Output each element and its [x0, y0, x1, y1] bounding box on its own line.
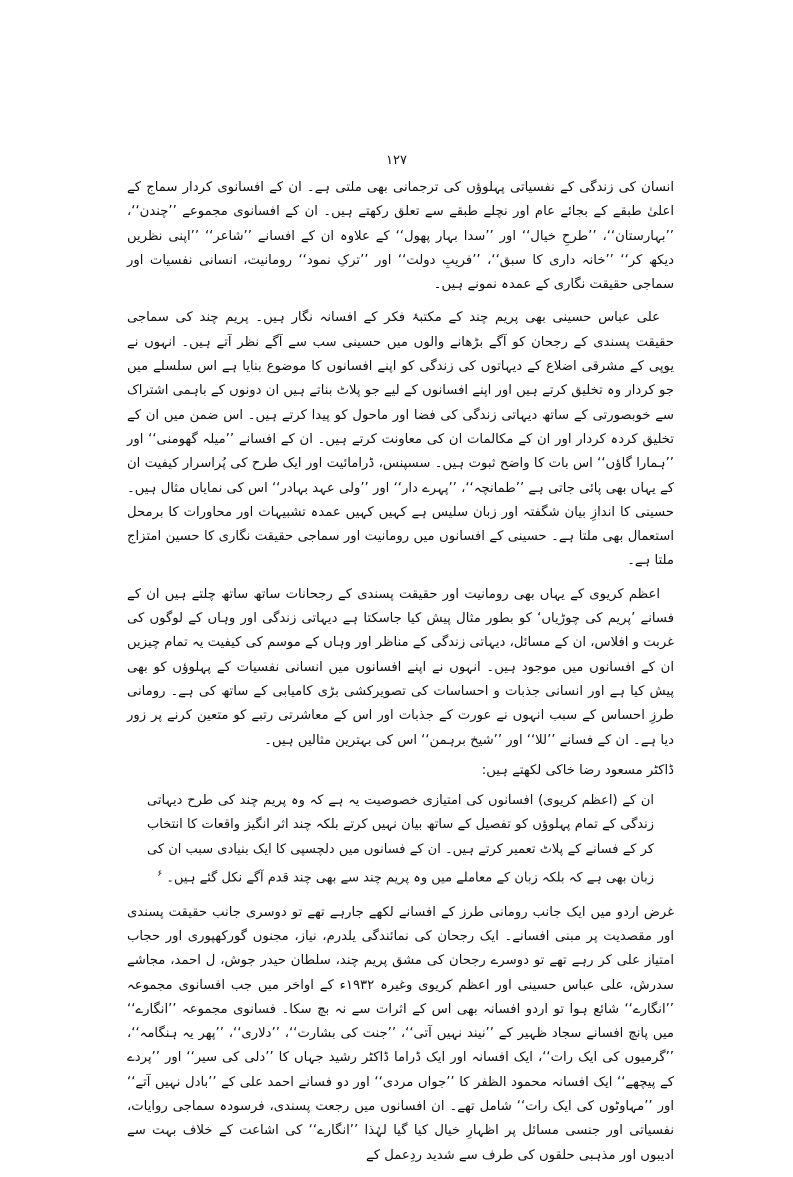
quote-intro: ڈاکٹر مسعود رضا خاکی لکھتے ہیں: — [481, 762, 674, 778]
page-number: ۱۲۷ — [386, 153, 407, 168]
paragraph-ali-abbas-husaini: علی عباس حسینی بھی پریم چند کے مکتبۂ فکر کے افسانہ نگار ہیں۔ پریم چند کی سماجی حقیقت پسندی کے رجحان کو آگے بڑھانے والوں میں حسینی سب سے آگے نظر آتے ہیں۔ انہوں نے یوپی کے مشرقی اضلاع کے دیہاتوں کی زندگی کو اپنے افسانوں کا موضوع بنایا ہے اس سلسلے میں جو کردار وہ تخلیق کرتے ہیں اور اپنے افسانوں کے لیے جو پلاٹ بناتے ہیں ان دونوں کے باہمی اشتراک سے خوبصورتی کے ساتھ دیہاتی زندگی کی فضا اور ماحول کو پیدا کرتے ہیں۔ اس ضمن میں ان کے تخلیق کردہ کردار اور ان کے مکالمات ان کی معاونت کرتے ہیں۔ ان کے افسانے ’’میلہ گھومنی‘‘ اور ’’ہمارا گاؤں‘‘ اس بات کا واضح ثبوت ہیں۔ سسپنس، ڈرامائیت اور ایک طرح کی پُراسرار کیفیت ان کے یہاں بھی پائی جاتی ہے ’’طمانچہ‘‘، ’’پہرے دار‘‘ اور ’’ولی عہد بہادر‘‘ اس کی نمایاں مثال ہیں۔ حسینی کا اندازِ بیان شگفتہ اور زبان سلیس ہے کہیں کہیں عمدہ تشبیہات اور محاورات کا برمحل استعمال بھی ملتا ہے۔ حسینی کے افسانوں میں رومانیت اور سماجی حقیقت نگاری کا حسین امتزاج ملتا ہے۔ — [127, 310, 674, 569]
paragraph-azam-kurevi: اعظم کریوی کے یہاں بھی رومانیت اور حقیقت پسندی کے رجحانات ساتھ ساتھ چلتے ہیں ان کے فسانے ’پریم کی چوڑیاں‘ کو بطور مثال پیش کیا جاسکتا ہے دیہاتی زندگی اور وہاں کے لوگوں کی غربت و افلاس، ان کے مسائل، دیہاتی زندگی کے مناظر اور وہاں کے موسم کی کیفیت یہ تمام چیزیں ان کے افسانوں میں موجود ہیں۔ انہوں نے اپنے افسانوں میں انسانی نفسیات کے پہلوؤں کو بھی پیش کیا ہے اور انسانی جذبات و احساسات کی تصویرکشی بڑی کامیابی کے ساتھ کی ہے۔ رومانی طرزِ احساس کے سبب انہوں نے عورت کے جذبات اور اس کے معاشرتی رتبے کو متعین کرنے پر زور دیا ہے۔ ان کے فسانے ’’للا‘‘ اور ’’شیخ برہمن‘‘ اس کی بہترین مثالیں ہیں۔ — [127, 586, 674, 748]
page-body — [127, 176, 674, 1177]
footnote-marker: ۶ — [157, 869, 163, 880]
paragraph-intro: انسان کی زندگی کے نفسیاتی پہلوؤں کی ترجمانی بھی ملتی ہے۔ ان کے افسانوی کردار سماج کے اعلیٰ طبقے کے بجائے عام اور نچلے طبقے سے تعلق رکھتے ہیں۔ ان کے افسانوی مجموعے ’’چندن‘‘، ’’بہارستان‘‘، ’’طرحِ خیال‘‘ اور ’’سدا بہار پھول‘‘ کے علاوہ ان کے افسانے ’’شاعر‘‘ ’’اپنی نظریں دیکھ کر‘‘ ’’خانہ داری کا سبق‘‘، ’’فریبِ دولت‘‘ اور ’’ترکِ نمود‘‘ رومانیت، انسانی نفسیات اور سماجی حقیقت نگاری کے عمدہ نمونے ہیں۔ — [127, 180, 674, 293]
block-quote-text: ان کے (اعظم کریوی) افسانوں کی امتیازی خصوصیت یہ ہے کہ وہ پریم چند کی طرح دیہاتی زندگی کے تمام پہلوؤں کو تفصیل کے ساتھ بیان نہیں کرتے بلکہ چند اثر انگیز واقعات کا انتخاب کر کے فسانے کے پلاٹ تعمیر کرتے ہیں۔ ان کے فسانوں میں دلچسپی کا ایک بنیادی سبب ان کی زبان بھی ہے کہ بلکہ زبان کے معاملے میں وہ پریم چند سے بھی چند قدم آگے نکل گئے ہیں۔ — [147, 793, 654, 886]
paragraph-closing: غرض اردو میں ایک جانب رومانی طرز کے افسانے لکھے جارہے تھے تو دوسری جانب حقیقت پسندی اور مقصدیت پر مبنی افسانے۔ ایک رجحان کی نمائندگی یلدرم، نیاز، مجنوں گورکھپوری اور حجاب امتیاز علی کر رہے تھے تو دوسرے رجحان کی مشق پریم چند، سلطان حیدر جوش، ل احمد، مجاشے سدرش، علی عباس حسینی اور اعظم کریوی وغیرہ ۱۹۳۲ء کے اواخر میں جب افسانوی مجموعہ ’’انگارے‘‘ شائع ہوا تو اردو افسانہ بھی اس کے اثرات سے نہ بچ سکا۔ فسانوی مجموعہ ’’انگارے‘‘ میں پانچ افسانے سجاد ظہیر کے ’’نیند نہیں آتی‘‘، ’’جنت کی بشارت‘‘، ’’دلاری‘‘، ’’پھر یہ ہنگامہ‘‘، ’’گرمیوں کی ایک رات‘‘، ایک افسانہ اور ایک ڈراما ڈاکٹر رشید جہاں کا ’’دلی کی سیر‘‘ اور ’’پردے کے پیچھے‘‘ ایک افسانہ محمود الظفر کا ’’جواں مردی‘‘ اور دو فسانے احمد علی کے ’’بادل نہیں آتے‘‘ اور ’’مہاوٹوں کی ایک رات‘‘ شامل تھے۔ ان افسانوں میں رجعت پسندی، فرسودہ سماجی روایات، نفسیاتی اور جنسی مسائل پر اظہارِ خیال کیا گیا لہٰذا ’’انگارے‘‘ کی اشاعت کے خلاف بہت سے ادیبوں اور مذہبی حلقوں کی طرف سے شدید ردِعمل کے — [127, 904, 674, 1163]
block-quote — [147, 789, 654, 891]
